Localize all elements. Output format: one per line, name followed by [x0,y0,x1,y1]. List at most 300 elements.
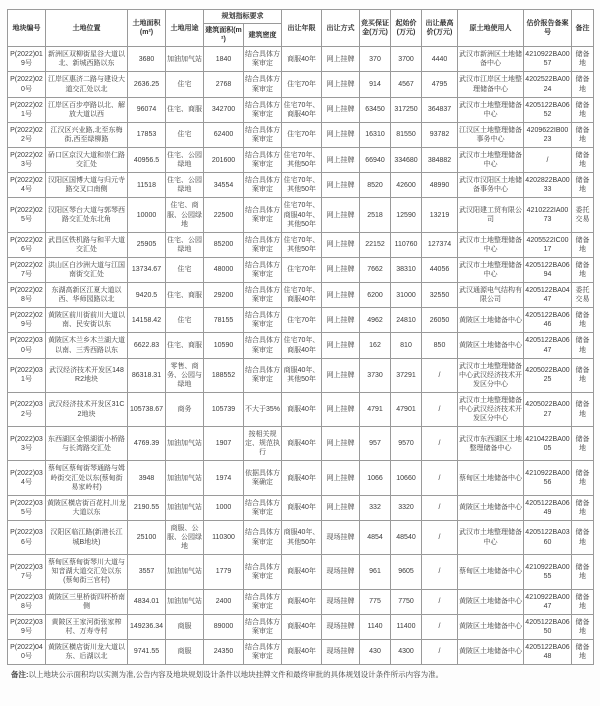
cell-report: 4205122BA0646 [524,308,572,333]
cell-max-price: 384882 [422,148,458,173]
cell-method: 网上挂牌 [322,333,360,358]
cell-method: 网上挂牌 [322,173,360,198]
cell-max-price: / [422,358,458,392]
table-row [8,308,594,333]
cell-deposit: 4962 [360,308,391,333]
cell-report: 4209622IB0023 [524,122,572,147]
cell-remark: 储备地 [572,614,594,639]
cell-start-price: 48540 [391,520,422,554]
cell-bldg-area: 188552 [204,358,244,392]
cell-start-price: 317250 [391,97,422,122]
cell-area: 2636.25 [128,72,166,97]
cell-parcel: P(2022)040号 [8,639,46,664]
cell-location: 江岸区惠济二路与建设大道交汇处以北 [46,72,128,97]
cell-density: 依据具体方案确定 [244,461,282,495]
cell-parcel: P(2022)024号 [8,173,46,198]
cell-parcel: P(2022)031号 [8,358,46,392]
cell-density: 结合具体方案审定 [244,308,282,333]
cell-area: 86318.31 [128,358,166,392]
cell-term: 住宅70年 [282,308,322,333]
cell-bldg-area: 110300 [204,520,244,554]
cell-term: 住宅70年、其他50年 [282,232,322,257]
cell-density: 结合具体方案审定 [244,122,282,147]
cell-deposit: 957 [360,427,391,461]
cell-term: 商服40年 [282,427,322,461]
table-row [8,122,594,147]
cell-density: 结合具体方案审定 [244,555,282,589]
cell-area: 11518 [128,173,166,198]
cell-bldg-area: 78155 [204,308,244,333]
cell-deposit: 63450 [360,97,391,122]
cell-location: 黄陂区木兰乡木兰湖大道以南、三秀西路以东 [46,333,128,358]
header-land-area: 土地面积(m²) [128,10,166,47]
cell-start-price: 4300 [391,639,422,664]
header-original-user: 原土地使用人 [458,10,524,47]
cell-location: 硚口区京汉大道和崇仁路交汇处 [46,148,128,173]
cell-deposit: 3730 [360,358,391,392]
cell-location: 江汉区兴业路,北至东梅街,西至绿柳路 [46,122,128,147]
table-row [8,72,594,97]
cell-area: 4769.39 [128,427,166,461]
cell-location: 武汉经济技术开发区148R2地块 [46,358,128,392]
cell-original-user: 黄陂区土地储备中心 [458,333,524,358]
cell-start-price: 37291 [391,358,422,392]
cell-term: 住宅70年、其他50年 [282,173,322,198]
cell-report: 4205122BA0652 [524,97,572,122]
table-body [8,47,594,665]
cell-location: 黄陂区前川街前川大道以南、民安街以东 [46,308,128,333]
cell-deposit: 775 [360,589,391,614]
cell-remark: 储备地 [572,639,594,664]
cell-deposit: 332 [360,495,391,520]
cell-area: 96074 [128,97,166,122]
cell-method: 网上挂牌 [322,308,360,333]
cell-area: 25100 [128,520,166,554]
cell-location: 蔡甸区蔡甸街琴川大道与知音湖大道交汇处以东(蔡甸街三官村) [46,555,128,589]
cell-deposit: 1066 [360,461,391,495]
cell-location: 汉阳区临江路(新港长江城B地块) [46,520,128,554]
cell-start-price: 4567 [391,72,422,97]
cell-report: 4205522IC0017 [524,232,572,257]
cell-deposit: 22152 [360,232,391,257]
cell-location: 武昌区铁机路与和平大道交汇处 [46,232,128,257]
cell-density: 结合具体方案审定 [244,614,282,639]
cell-location: 洪山区白沙洲大道与江国南街交汇处 [46,257,128,282]
cell-method: 网上挂牌 [322,47,360,72]
cell-term: 商服40年 [282,392,322,426]
cell-bldg-area: 1779 [204,555,244,589]
cell-remark: 储备地 [572,47,594,72]
cell-density: 结合具体方案审定 [244,639,282,664]
cell-area: 6622.83 [128,333,166,358]
cell-term: 商服40年 [282,614,322,639]
cell-remark: 储备地 [572,257,594,282]
cell-term: 商服40年 [282,555,322,589]
cell-report: 4205022BA0025 [524,358,572,392]
cell-method: 网上挂牌 [322,122,360,147]
cell-area: 9420.5 [128,283,166,308]
cell-original-user: 武汉市土地整理储备中心 [458,148,524,173]
header-location: 土地位置 [46,10,128,47]
cell-use: 住宅 [166,257,204,282]
cell-use: 加油加气站 [166,47,204,72]
cell-use: 住宅 [166,308,204,333]
cell-bldg-area: 2400 [204,589,244,614]
cell-method: 网上挂牌 [322,461,360,495]
cell-start-price: 11400 [391,614,422,639]
header-building-area: 建筑面积(m²) [204,24,244,47]
cell-area: 3948 [128,461,166,495]
cell-start-price: 24810 [391,308,422,333]
cell-max-price: 4795 [422,72,458,97]
cell-parcel: P(2022)020号 [8,72,46,97]
cell-original-user: 武汉通源电气结构有限公司 [458,283,524,308]
cell-report: 4205122BA0650 [524,614,572,639]
cell-original-user: 黄陂区土地储备中心 [458,639,524,664]
cell-parcel: P(2022)037号 [8,555,46,589]
cell-bldg-area: 34554 [204,173,244,198]
cell-start-price: 810 [391,333,422,358]
cell-original-user: 武汉市土地整理储备中心 [458,257,524,282]
cell-density: 结合具体方案审定 [244,333,282,358]
cell-start-price: 47901 [391,392,422,426]
cell-term: 住宅70年、商服40年 [282,283,322,308]
cell-use: 加油加气站 [166,461,204,495]
cell-area: 14158.42 [128,308,166,333]
cell-remark: 储备地 [572,232,594,257]
header-method: 出让方式 [322,10,360,47]
cell-original-user: 武汉市土地整理储备中心武汉经济技术开发区分中心 [458,358,524,392]
cell-method: 现场挂牌 [322,555,360,589]
cell-original-user: 武汉市土地整理储备中心 [458,97,524,122]
table-row [8,257,594,282]
cell-remark: 储备地 [572,589,594,614]
cell-area: 13734.67 [128,257,166,282]
cell-parcel: P(2022)025号 [8,198,46,232]
cell-method: 网上挂牌 [322,257,360,282]
table-row [8,589,594,614]
cell-location: 新洲区双柳街星谷大道以北、新城西路以东 [46,47,128,72]
cell-original-user: 武汉市土地整理储备中心 [458,520,524,554]
cell-bldg-area: 22500 [204,198,244,232]
cell-parcel: P(2022)036号 [8,520,46,554]
cell-bldg-area: 29200 [204,283,244,308]
cell-original-user: 黄陂区土地储备中心 [458,308,524,333]
cell-original-user: 黄陂区土地储备中心 [458,495,524,520]
cell-use: 住宅、公园绿地 [166,148,204,173]
cell-original-user: 武汉市东西湖区土地整理储备中心 [458,427,524,461]
cell-deposit: 66940 [360,148,391,173]
cell-start-price: 81550 [391,122,422,147]
cell-max-price: / [422,555,458,589]
table-row [8,614,594,639]
table-footnote [11,670,594,681]
cell-report: 4210922BA0057 [524,47,572,72]
cell-location: 汉阳区琴台大道与郭琴西路交汇处东北角 [46,198,128,232]
cell-original-user: 武汉市汉阳区土地储备事务中心 [458,173,524,198]
cell-bldg-area: 1974 [204,461,244,495]
land-parcel-table [7,9,594,665]
cell-term: 商服40年 [282,639,322,664]
header-start-price: 起始价(万元) [391,10,422,47]
cell-location: 黄陂区横店街百花村,川龙大道以东 [46,495,128,520]
cell-max-price: / [422,495,458,520]
cell-report: 4210222IA0073 [524,198,572,232]
cell-report: 4210422BA0005 [524,427,572,461]
table-row [8,47,594,72]
cell-deposit: 2518 [360,198,391,232]
cell-parcel: P(2022)022号 [8,122,46,147]
cell-method: 现场挂牌 [322,639,360,664]
cell-parcel: P(2022)027号 [8,257,46,282]
cell-method: 网上挂牌 [322,392,360,426]
cell-start-price: 10660 [391,461,422,495]
cell-area: 2190.55 [128,495,166,520]
cell-report: 4205122BA0694 [524,257,572,282]
cell-max-price: 48990 [422,173,458,198]
cell-term: 住宅70年 [282,257,322,282]
cell-area: 3557 [128,555,166,589]
cell-start-price: 110760 [391,232,422,257]
cell-bldg-area: 2768 [204,72,244,97]
cell-parcel: P(2022)032号 [8,392,46,426]
cell-deposit: 961 [360,555,391,589]
cell-deposit: 6200 [360,283,391,308]
cell-deposit: 4854 [360,520,391,554]
cell-term: 住宅70年 [282,72,322,97]
cell-method: 现场挂牌 [322,520,360,554]
cell-density: 结合具体方案审定 [244,495,282,520]
cell-area: 9741.55 [128,639,166,664]
cell-term: 住宅70年、商服40年、其他50年 [282,198,322,232]
cell-report: / [524,148,572,173]
cell-deposit: 1140 [360,614,391,639]
cell-density: 结合具体方案审定 [244,232,282,257]
cell-max-price: 93782 [422,122,458,147]
cell-location: 江岸区百步亭路以北、解放大道以西 [46,97,128,122]
cell-report: 4210922BA0047 [524,589,572,614]
cell-remark: 委托交易 [572,198,594,232]
header-building-density: 建筑密度 [244,24,282,47]
cell-density: 结合具体方案审定 [244,97,282,122]
cell-use: 住宅 [166,122,204,147]
cell-bldg-area: 1840 [204,47,244,72]
cell-remark: 储备地 [572,97,594,122]
cell-original-user: 武汉市土地整理储备中心 [458,232,524,257]
cell-density: 结合具体方案审定 [244,358,282,392]
cell-area: 149236.34 [128,614,166,639]
cell-method: 网上挂牌 [322,283,360,308]
cell-report: 4210922BA0056 [524,461,572,495]
cell-location: 黄陂区王家河街张家榨村、万寿寺村 [46,614,128,639]
table-row [8,639,594,664]
cell-term: 住宅70年 [282,122,322,147]
cell-use: 商服 [166,614,204,639]
cell-location: 东西湖区金银湖街小桥路与长湾路交汇处 [46,427,128,461]
cell-original-user: 蔡甸区土地储备中心 [458,555,524,589]
footnote-text: 以上地块公示面积均以实测为准,公告内容及地块规划设计条件以地块挂牌文件和最终审批的具体规划设计条件所示内容为准。 [28,670,444,680]
cell-bldg-area: 201600 [204,148,244,173]
cell-remark: 储备地 [572,72,594,97]
cell-report: 4205122BA0649 [524,495,572,520]
header-term: 出让年限 [282,10,322,47]
header-max-price: 出让最高价(万元) [422,10,458,47]
table-row [8,173,594,198]
cell-location: 东湖高新区江夏大道以西、华师园路以北 [46,283,128,308]
table-row [8,392,594,426]
cell-max-price: 127374 [422,232,458,257]
cell-bldg-area: 1907 [204,427,244,461]
cell-start-price: 42600 [391,173,422,198]
cell-area: 10000 [128,198,166,232]
cell-report: 4205122BA0648 [524,639,572,664]
cell-term: 商服40年 [282,589,322,614]
cell-method: 网上挂牌 [322,495,360,520]
cell-location: 黄陂区三里桥街四杯桥南侧 [46,589,128,614]
cell-start-price: 7750 [391,589,422,614]
cell-start-price: 12590 [391,198,422,232]
cell-report: 4202522BA0024 [524,72,572,97]
table-row [8,461,594,495]
cell-start-price: 9605 [391,555,422,589]
header-deposit: 竞买保证金(万元) [360,10,391,47]
cell-deposit: 370 [360,47,391,72]
cell-remark: 委托交易 [572,283,594,308]
cell-area: 40956.5 [128,148,166,173]
cell-original-user: 武汉阳建工贸有限公司 [458,198,524,232]
cell-report: 4205022BA0027 [524,392,572,426]
cell-max-price: 364837 [422,97,458,122]
cell-use: 住宅、商服、公园绿地 [166,198,204,232]
cell-bldg-area: 342700 [204,97,244,122]
cell-remark: 储备地 [572,173,594,198]
cell-parcel: P(2022)034号 [8,461,46,495]
cell-start-price: 334680 [391,148,422,173]
table-row [8,427,594,461]
cell-use: 住宅、商服 [166,283,204,308]
table-row [8,198,594,232]
cell-area: 4834.01 [128,589,166,614]
cell-original-user: 武汉市新洲区土地储备中心 [458,47,524,72]
cell-method: 现场挂牌 [322,614,360,639]
table-row [8,148,594,173]
cell-density: 不大于35% [244,392,282,426]
cell-location: 蔡甸区蔡甸街琴通路与姆岭街交汇处以东(蔡甸街易家岭村) [46,461,128,495]
cell-bldg-area: 62400 [204,122,244,147]
cell-density: 按相关规定、规范执行 [244,427,282,461]
cell-use: 零售、商务、公园与绿地 [166,358,204,392]
cell-term: 住宅70年、商服40年 [282,333,322,358]
cell-start-price: 31000 [391,283,422,308]
cell-bldg-area: 48000 [204,257,244,282]
cell-density: 结合具体方案审定 [244,520,282,554]
cell-original-user: 黄陂区土地储备中心 [458,589,524,614]
cell-start-price: 38310 [391,257,422,282]
cell-method: 现场挂牌 [322,589,360,614]
cell-parcel: P(2022)029号 [8,308,46,333]
cell-density: 结合具体方案审定 [244,257,282,282]
cell-area: 3680 [128,47,166,72]
cell-deposit: 7662 [360,257,391,282]
cell-use: 住宅 [166,72,204,97]
cell-max-price: 44056 [422,257,458,282]
cell-method: 网上挂牌 [322,358,360,392]
cell-report: 4205122BA0360 [524,520,572,554]
cell-max-price: / [422,427,458,461]
cell-report: 4205122BA0447 [524,283,572,308]
cell-method: 网上挂牌 [322,72,360,97]
cell-remark: 储备地 [572,148,594,173]
cell-location: 黄陂区横店街川龙大道以东、后湖以北 [46,639,128,664]
cell-parcel: P(2022)028号 [8,283,46,308]
cell-term: 商服40年、其他50年 [282,358,322,392]
table-header [8,10,594,47]
cell-density: 结合具体方案审定 [244,72,282,97]
table-row [8,358,594,392]
cell-use: 加油加气站 [166,427,204,461]
cell-start-price: 3320 [391,495,422,520]
cell-report: 4202822BA0033 [524,173,572,198]
cell-remark: 储备地 [572,308,594,333]
cell-density: 结合具体方案审定 [244,47,282,72]
cell-start-price: 9570 [391,427,422,461]
cell-report: 4210922BA0055 [524,555,572,589]
cell-remark: 储备地 [572,122,594,147]
cell-report: 4205122BA0647 [524,333,572,358]
cell-use: 商服、公服、公园绿地 [166,520,204,554]
cell-original-user: 武汉市土地整理储备中心武汉经济技术开发区分中心 [458,392,524,426]
cell-use: 住宅、商服 [166,97,204,122]
header-parcel-id: 地块编号 [8,10,46,47]
cell-parcel: P(2022)026号 [8,232,46,257]
cell-use: 商务 [166,392,204,426]
header-land-use: 土地用途 [166,10,204,47]
cell-max-price: 32550 [422,283,458,308]
cell-area: 105738.67 [128,392,166,426]
cell-bldg-area: 10590 [204,333,244,358]
cell-density: 结合具体方案审定 [244,173,282,198]
cell-max-price: / [422,520,458,554]
cell-use: 住宅、商服 [166,333,204,358]
cell-deposit: 162 [360,333,391,358]
cell-remark: 储备地 [572,520,594,554]
cell-original-user: 黄陂区土地储备中心 [458,614,524,639]
header-remark: 备注 [572,10,594,47]
cell-method: 网上挂牌 [322,232,360,257]
cell-use: 加油加气站 [166,495,204,520]
cell-remark: 储备地 [572,392,594,426]
cell-term: 商服40年 [282,461,322,495]
cell-density: 结合具体方案审定 [244,148,282,173]
cell-density: 结合具体方案审定 [244,283,282,308]
cell-location: 汉阳区国博大道与归元寺路交叉口南侧 [46,173,128,198]
table-row [8,97,594,122]
cell-original-user: 武汉市江岸区土地整理储备中心 [458,72,524,97]
cell-max-price: / [422,589,458,614]
cell-parcel: P(2022)035号 [8,495,46,520]
cell-density: 结合具体方案审定 [244,589,282,614]
cell-parcel: P(2022)038号 [8,589,46,614]
cell-remark: 储备地 [572,495,594,520]
cell-bldg-area: 89000 [204,614,244,639]
cell-remark: 储备地 [572,358,594,392]
cell-original-user: 江汉区土地整理储备事务中心 [458,122,524,147]
cell-max-price: 4440 [422,47,458,72]
cell-deposit: 8520 [360,173,391,198]
cell-max-price: 850 [422,333,458,358]
cell-remark: 储备地 [572,333,594,358]
cell-method: 网上挂牌 [322,148,360,173]
